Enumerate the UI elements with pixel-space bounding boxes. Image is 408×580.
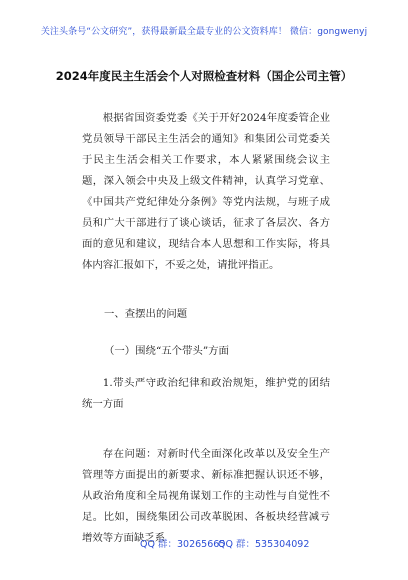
intro-paragraph: 根据省国资委党委《关于开好2024年度委管企业党员领导干部民主生活会的通知》和集团公司党委关于民主生活会相关工作要求，本人紧紧围绕会议主题，深入领会中央及上级文件精神，认真学习党章、《中国共产党纪律处分条例》等党内法规，与班子成员和广大干部进行了谈心谈话，征求了各层次、各方面的意见和建议，现结合本人思想和工作实际，将具体内容汇报如下，不妥之处，请批评指正。 bbox=[82, 112, 330, 271]
document-title: 2024年度民主生活会个人对照检查材料（国企公司主管） bbox=[55, 69, 353, 83]
header-banner: 关注头条号“公文研究”，获得最新最全最专业的公文资料库！ 微信：gongwenyj bbox=[40, 27, 368, 37]
section-heading: 一、查摆出的问题 bbox=[104, 308, 188, 320]
qq-group-right: QQ 群：535304092 bbox=[218, 539, 310, 550]
item-heading: 1.带头严守政治纪律和政治规矩，维护党的团结统一方面 bbox=[82, 377, 330, 410]
qq-group-left: QQ 群：30265665 bbox=[140, 539, 226, 550]
sub-heading: （一）围绕“五个带头”方面 bbox=[104, 345, 229, 357]
problem-paragraph: 存在问题：对新时代全面深化改革以及安全生产管理等方面提出的新要求、新标准把握认识还不够，从政治角度和全局视角谋划工作的主动性与自觉性不足。比如，围绕集团公司改革脱困、各板块经营减亏增效等方面缺乏系 bbox=[82, 448, 330, 544]
